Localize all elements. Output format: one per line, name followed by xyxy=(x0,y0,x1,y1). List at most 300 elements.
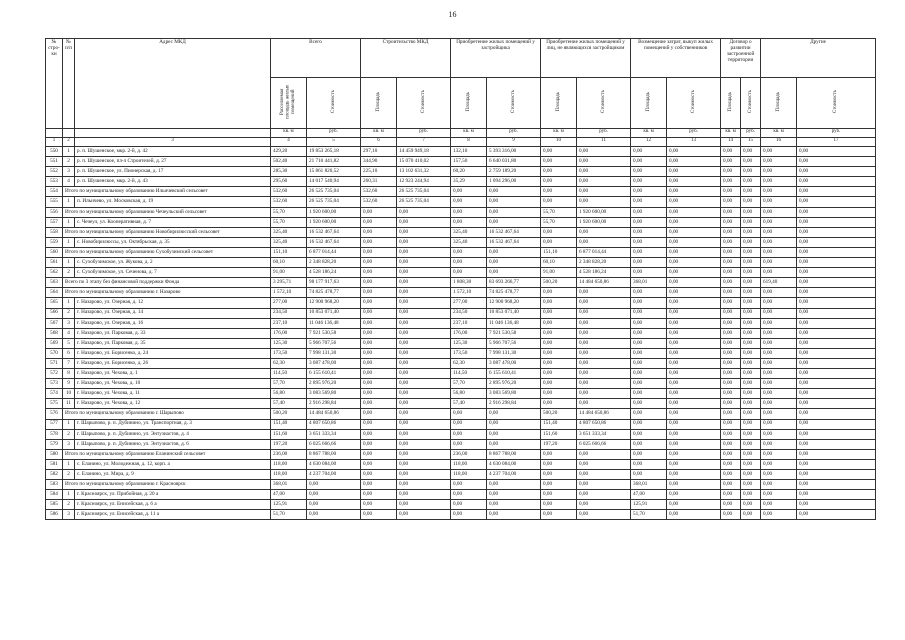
value-cell: 0,00 xyxy=(361,439,397,449)
value-cell: 0,00 xyxy=(721,268,741,278)
value-cell: 15 070 410,02 xyxy=(397,157,451,167)
value-cell: 0,00 xyxy=(667,480,721,490)
value-cell: 4 528 186,24 xyxy=(577,268,631,278)
value-cell: 3 651 333,34 xyxy=(577,429,631,439)
value-cell: 12 900 968,20 xyxy=(307,298,361,308)
value-cell: 0,00 xyxy=(397,268,451,278)
value-cell: 0,00 xyxy=(451,419,487,429)
value-cell: 0,00 xyxy=(721,207,741,217)
row-number: 582 xyxy=(46,470,63,480)
row-number: 583 xyxy=(46,480,63,490)
value-cell: 0,00 xyxy=(631,207,667,217)
value-cell: 0,00 xyxy=(451,439,487,449)
value-cell: 0,00 xyxy=(631,197,667,207)
row-number: 569 xyxy=(46,338,63,348)
value-cell: 0,00 xyxy=(631,379,667,389)
value-cell: 2 916 298,84 xyxy=(487,399,541,409)
value-cell: 0,00 xyxy=(741,247,761,257)
value-cell: 0,00 xyxy=(487,207,541,217)
value-cell: 0,00 xyxy=(631,358,667,368)
value-cell: 4 630 084,00 xyxy=(307,459,361,469)
value-cell: 0,00 xyxy=(397,237,451,247)
value-cell: 0,00 xyxy=(667,369,721,379)
value-cell: 14 484 650,86 xyxy=(577,278,631,288)
value-cell: 0,00 xyxy=(797,187,876,197)
table-row xyxy=(46,369,876,379)
value-cell: 151,60 xyxy=(271,429,307,439)
value-cell: 0,00 xyxy=(307,510,361,520)
value-cell: 0,00 xyxy=(577,389,631,399)
value-cell: 62,30 xyxy=(271,358,307,368)
value-cell: 0,00 xyxy=(631,247,667,257)
value-cell: 0,00 xyxy=(487,500,541,510)
value-cell: 0,00 xyxy=(631,348,667,358)
address-cell: г. Назарово, ул. Парковая, д. 33 xyxy=(75,328,271,338)
value-cell: 295,60 xyxy=(271,177,307,187)
value-cell: 0,00 xyxy=(797,338,876,348)
item-number: 2 xyxy=(63,470,75,480)
value-cell: 21 710 441,82 xyxy=(307,157,361,167)
value-cell: 0,00 xyxy=(741,207,761,217)
value-cell: 0,00 xyxy=(721,298,741,308)
value-cell: 0,00 xyxy=(797,409,876,419)
value-cell: 234,50 xyxy=(451,308,487,318)
table-row xyxy=(46,298,876,308)
value-cell: 0,00 xyxy=(577,348,631,358)
value-cell: 62,30 xyxy=(451,358,487,368)
value-cell: 55,70 xyxy=(541,217,577,227)
value-cell: 4 237 704,00 xyxy=(307,470,361,480)
row-number: 584 xyxy=(46,490,63,500)
value-cell: 237,10 xyxy=(451,318,487,328)
value-cell: 0,00 xyxy=(307,480,361,490)
item-number: 1 xyxy=(63,197,75,207)
row-number: 563 xyxy=(46,278,63,288)
column-number: 8 xyxy=(451,138,487,147)
value-cell: 0,00 xyxy=(741,338,761,348)
value-cell: 0,00 xyxy=(667,157,721,167)
value-cell: 157,50 xyxy=(451,157,487,167)
value-cell: 277,00 xyxy=(451,298,487,308)
value-cell: 0,00 xyxy=(761,459,797,469)
value-cell: 344,90 xyxy=(361,157,397,167)
value-cell: 0,00 xyxy=(577,197,631,207)
value-cell: 0,00 xyxy=(667,429,721,439)
value-cell: 26 525 735,04 xyxy=(397,197,451,207)
value-cell: 0,00 xyxy=(667,379,721,389)
value-cell: 60,10 xyxy=(541,258,577,268)
value-cell: 14 484 650,86 xyxy=(307,409,361,419)
value-cell: 3 087 478,00 xyxy=(487,358,541,368)
value-cell: 0,00 xyxy=(761,167,797,177)
item-number: 3 xyxy=(63,439,75,449)
row-number: 550 xyxy=(46,147,63,157)
value-cell: 12 923 244,94 xyxy=(397,177,451,187)
row-number: 560 xyxy=(46,247,63,257)
unit-label: кв. м xyxy=(721,129,741,138)
value-cell: 0,00 xyxy=(741,298,761,308)
row-number: 570 xyxy=(46,348,63,358)
value-cell: 74 825 478,77 xyxy=(307,288,361,298)
value-cell: 60,10 xyxy=(271,258,307,268)
value-cell: 0,00 xyxy=(631,409,667,419)
unit-label: руб. xyxy=(397,129,451,138)
table-row xyxy=(46,258,876,268)
value-cell: 0,00 xyxy=(721,147,741,157)
value-cell: 1 920 600,00 xyxy=(307,207,361,217)
value-cell: 0,00 xyxy=(487,439,541,449)
value-cell: 0,00 xyxy=(361,389,397,399)
value-cell: 35,29 xyxy=(451,177,487,187)
value-cell: 0,00 xyxy=(397,510,451,520)
value-cell: 0,00 xyxy=(667,247,721,257)
value-cell: 236,00 xyxy=(451,449,487,459)
value-cell: 0,00 xyxy=(761,480,797,490)
item-number: 1 xyxy=(63,237,75,247)
value-cell: 0,00 xyxy=(631,449,667,459)
value-cell: 132,10 xyxy=(451,147,487,157)
item-number: 2 xyxy=(63,500,75,510)
value-cell: 0,00 xyxy=(797,167,876,177)
value-cell: 197,20 xyxy=(271,439,307,449)
value-cell: 0,00 xyxy=(577,500,631,510)
unit-label: кв. м xyxy=(451,129,487,138)
value-cell: 0,00 xyxy=(797,278,876,288)
value-cell: 0,00 xyxy=(397,328,451,338)
value-cell: 0,00 xyxy=(577,510,631,520)
row-number: 554 xyxy=(46,187,63,197)
address-cell: г. Назарово, ул. Озерная, д. 12 xyxy=(75,298,271,308)
table-row xyxy=(46,348,876,358)
value-cell: 0,00 xyxy=(741,358,761,368)
value-cell: 0,00 xyxy=(721,338,741,348)
value-cell: 2 759 189,20 xyxy=(487,167,541,177)
value-cell: 2 348 828,20 xyxy=(577,258,631,268)
value-cell: 0,00 xyxy=(397,389,451,399)
value-cell: 0,00 xyxy=(361,318,397,328)
item-number: 1 xyxy=(63,147,75,157)
value-cell: 47,00 xyxy=(631,490,667,500)
value-cell: 0,00 xyxy=(797,358,876,368)
address-cell: г. Шарыпово, р. п. Дубинино, ул. Энтузиастов, д. 4 xyxy=(75,429,271,439)
row-number: 562 xyxy=(46,268,63,278)
value-cell: 0,00 xyxy=(761,389,797,399)
subheader-area: Площадь xyxy=(631,78,667,129)
value-cell: 0,00 xyxy=(631,328,667,338)
value-cell: 0,00 xyxy=(397,278,451,288)
value-cell: 0,00 xyxy=(361,338,397,348)
value-cell: 56,80 xyxy=(271,389,307,399)
value-cell: 0,00 xyxy=(451,217,487,227)
value-cell: 0,00 xyxy=(797,247,876,257)
value-cell: 0,00 xyxy=(741,197,761,207)
value-cell: 0,00 xyxy=(667,399,721,409)
table-row xyxy=(46,500,876,510)
value-cell: 0,00 xyxy=(397,217,451,227)
value-cell: 0,00 xyxy=(721,227,741,237)
value-cell: 0,00 xyxy=(577,187,631,197)
value-cell: 0,00 xyxy=(741,157,761,167)
value-cell: 2 895 976,20 xyxy=(307,379,361,389)
value-cell: 1 920 600,00 xyxy=(307,217,361,227)
value-cell: 325,40 xyxy=(451,237,487,247)
address-cell: п. Ильичево, ул. Московская, д. 19 xyxy=(75,197,271,207)
address-cell: р. п. Шушенское, мкр. 2-й, д. 43 xyxy=(75,177,271,187)
value-cell: 6 155 610,41 xyxy=(487,369,541,379)
row-number: 575 xyxy=(46,399,63,409)
value-cell: 6 877 014,44 xyxy=(577,247,631,257)
value-cell: 0,00 xyxy=(721,419,741,429)
value-cell: 176,00 xyxy=(271,328,307,338)
value-cell: 0,00 xyxy=(797,348,876,358)
value-cell: 0,00 xyxy=(361,247,397,257)
table-row xyxy=(46,328,876,338)
value-cell: 0,00 xyxy=(667,187,721,197)
value-cell: 0,00 xyxy=(541,470,577,480)
value-cell: 0,00 xyxy=(631,389,667,399)
subheader-resettled-area: Расселяемая площадь жилых помещений xyxy=(271,78,307,129)
value-cell: 1 572,10 xyxy=(451,288,487,298)
value-cell: 0,00 xyxy=(721,399,741,409)
item-number: 6 xyxy=(63,348,75,358)
value-cell: 0,00 xyxy=(487,409,541,419)
value-cell: 0,00 xyxy=(797,197,876,207)
value-cell: 0,00 xyxy=(397,409,451,419)
value-cell: 16 532 467,64 xyxy=(487,227,541,237)
value-cell: 325,40 xyxy=(451,227,487,237)
address-cell: г. Назарово, ул. Парковая, д. 35 xyxy=(75,338,271,348)
value-cell: 0,00 xyxy=(361,480,397,490)
item-number: 1 xyxy=(63,258,75,268)
subheader-cost: Стоимость xyxy=(797,78,876,129)
address-cell: с. Сухобузимское, ул. Жукова, д. 2 xyxy=(75,258,271,268)
value-cell: 0,00 xyxy=(361,500,397,510)
column-number: 12 xyxy=(631,138,667,147)
value-cell: 285,30 xyxy=(271,167,307,177)
value-cell: 0,00 xyxy=(761,157,797,167)
value-cell: 0,00 xyxy=(577,480,631,490)
value-cell: 57,40 xyxy=(451,399,487,409)
value-cell: 173,50 xyxy=(451,348,487,358)
value-cell: 0,00 xyxy=(397,449,451,459)
table-row xyxy=(46,217,876,227)
value-cell: 3 083 569,80 xyxy=(487,389,541,399)
value-cell: 0,00 xyxy=(631,298,667,308)
value-cell: 0,00 xyxy=(541,167,577,177)
item-number: 9 xyxy=(63,379,75,389)
value-cell: 0,00 xyxy=(741,389,761,399)
value-cell: 125,30 xyxy=(451,338,487,348)
row-number: 553 xyxy=(46,177,63,187)
unit-label: кв. м xyxy=(361,129,397,138)
value-cell: 0,00 xyxy=(667,409,721,419)
value-cell: 10 853 071,40 xyxy=(307,308,361,318)
value-cell: 0,00 xyxy=(721,187,741,197)
value-cell: 151,40 xyxy=(271,419,307,429)
value-cell: 0,00 xyxy=(721,177,741,187)
value-cell: 6 155 610,41 xyxy=(307,369,361,379)
value-cell: 0,00 xyxy=(721,409,741,419)
value-cell: 0,00 xyxy=(797,308,876,318)
value-cell: 0,00 xyxy=(361,278,397,288)
column-number: 7 xyxy=(397,138,451,147)
item-number: 10 xyxy=(63,389,75,399)
row-number: 559 xyxy=(46,237,63,247)
item-number: 4 xyxy=(63,177,75,187)
subheader-cost: Стоимость xyxy=(397,78,451,129)
value-cell: 0,00 xyxy=(797,217,876,227)
value-cell: 0,00 xyxy=(721,369,741,379)
value-cell: 0,00 xyxy=(451,197,487,207)
column-number: 17 xyxy=(797,138,876,147)
value-cell: 14 484 650,86 xyxy=(577,409,631,419)
value-cell: 26 525 735,04 xyxy=(307,187,361,197)
address-cell: г. Шарыпово, р. п. Дубинино, ул. Энтузиастов, д. 6 xyxy=(75,439,271,449)
value-cell: 0,00 xyxy=(797,258,876,268)
value-cell: 0,00 xyxy=(541,338,577,348)
value-cell: 118,00 xyxy=(271,470,307,480)
value-cell: 260,31 xyxy=(361,177,397,187)
value-cell: 0,00 xyxy=(361,419,397,429)
table-row xyxy=(46,429,876,439)
value-cell: 0,00 xyxy=(541,187,577,197)
value-cell: 0,00 xyxy=(761,227,797,237)
subheader-area: Площадь xyxy=(541,78,577,129)
value-cell: 0,00 xyxy=(577,358,631,368)
value-cell: 0,00 xyxy=(397,429,451,439)
value-cell: 0,00 xyxy=(761,217,797,227)
row-number: 571 xyxy=(46,358,63,368)
item-number: 5 xyxy=(63,338,75,348)
value-cell: 0,00 xyxy=(761,439,797,449)
value-cell: 0,00 xyxy=(761,328,797,338)
value-cell: 0,00 xyxy=(451,510,487,520)
value-cell: 0,00 xyxy=(631,167,667,177)
value-cell: 55,70 xyxy=(271,207,307,217)
value-cell: 237,10 xyxy=(271,318,307,328)
value-cell: 176,00 xyxy=(451,328,487,338)
value-cell: 151,60 xyxy=(541,429,577,439)
value-cell: 0,00 xyxy=(361,217,397,227)
value-cell: 0,00 xyxy=(741,187,761,197)
value-cell: 0,00 xyxy=(577,318,631,328)
table-row xyxy=(46,419,876,429)
value-cell: 7 998 131,30 xyxy=(487,348,541,358)
address-cell: г. Красноярск, ул. Енисейская, д. 6 а xyxy=(75,500,271,510)
table-row xyxy=(46,379,876,389)
subtotal-label: Итого по муниципальному образованию Сухобузимский сельсовет xyxy=(63,247,271,257)
value-cell: 0,00 xyxy=(397,358,451,368)
value-cell: 55,70 xyxy=(541,207,577,217)
value-cell: 0,00 xyxy=(487,480,541,490)
value-cell: 0,00 xyxy=(667,258,721,268)
value-cell: 0,00 xyxy=(397,369,451,379)
item-number: 1 xyxy=(63,217,75,227)
value-cell: 26 525 735,04 xyxy=(397,187,451,197)
value-cell: 236,00 xyxy=(271,449,307,459)
value-cell: 0,00 xyxy=(361,288,397,298)
value-cell: 1 920 600,00 xyxy=(577,207,631,217)
value-cell: 0,00 xyxy=(631,338,667,348)
value-cell: 0,00 xyxy=(761,268,797,278)
value-cell: 0,00 xyxy=(667,490,721,500)
value-cell: 0,00 xyxy=(631,237,667,247)
value-cell: 16 532 467,64 xyxy=(307,237,361,247)
row-number: 586 xyxy=(46,510,63,520)
value-cell: 0,00 xyxy=(577,369,631,379)
item-number: 8 xyxy=(63,369,75,379)
value-cell: 0,00 xyxy=(397,490,451,500)
value-cell: 0,00 xyxy=(631,157,667,167)
value-cell: 0,00 xyxy=(541,288,577,298)
row-number: 565 xyxy=(46,298,63,308)
value-cell: 0,00 xyxy=(541,308,577,318)
table-row xyxy=(46,459,876,469)
value-cell: 532,60 xyxy=(271,187,307,197)
value-cell: 0,00 xyxy=(361,358,397,368)
subtotal-row xyxy=(46,480,876,490)
value-cell: 0,00 xyxy=(667,348,721,358)
value-cell: 0,00 xyxy=(577,399,631,409)
row-number: 577 xyxy=(46,419,63,429)
value-cell: 16 532 467,64 xyxy=(307,227,361,237)
column-number: 13 xyxy=(667,138,721,147)
item-number: 3 xyxy=(63,510,75,520)
value-cell: 173,50 xyxy=(271,348,307,358)
row-number: 558 xyxy=(46,227,63,237)
subtotal-row xyxy=(46,449,876,459)
subheader-cost: Стоимость xyxy=(577,78,631,129)
table-row xyxy=(46,237,876,247)
table-row xyxy=(46,268,876,278)
value-cell: 0,00 xyxy=(761,379,797,389)
value-cell: 0,00 xyxy=(667,439,721,449)
value-cell: 6 877 014,44 xyxy=(307,247,361,257)
item-number: 2 xyxy=(63,268,75,278)
value-cell: 6 025 666,66 xyxy=(577,439,631,449)
value-cell: 8 867 788,00 xyxy=(307,449,361,459)
value-cell: 0,00 xyxy=(631,429,667,439)
value-cell: 0,00 xyxy=(667,338,721,348)
value-cell: 0,00 xyxy=(721,247,741,257)
value-cell: 500,20 xyxy=(541,409,577,419)
value-cell: 16 532 467,64 xyxy=(487,237,541,247)
value-cell: 10 853 071,40 xyxy=(487,308,541,318)
item-number: 2 xyxy=(63,429,75,439)
address-cell: г. Назарово, ул. Борисенко, д. 26 xyxy=(75,358,271,368)
value-cell: 0,00 xyxy=(797,480,876,490)
subtotal-label: Итого по муниципальному образованию г. Назарово xyxy=(63,288,271,298)
value-cell: 0,00 xyxy=(797,449,876,459)
value-cell: 0,00 xyxy=(631,369,667,379)
value-cell: 118,00 xyxy=(451,459,487,469)
value-cell: 0,00 xyxy=(631,419,667,429)
value-cell: 0,00 xyxy=(397,308,451,318)
value-cell: 0,00 xyxy=(797,157,876,167)
value-cell: 0,00 xyxy=(797,298,876,308)
value-cell: 0,00 xyxy=(577,167,631,177)
address-cell: г. Шарыпово, р. п. Дубинино, ул. Транспортная, д. 3 xyxy=(75,419,271,429)
value-cell: 0,00 xyxy=(451,207,487,217)
subheader-cost: Стоимость xyxy=(667,78,721,129)
value-cell: 15 861 820,52 xyxy=(307,167,361,177)
unit-label: руб. xyxy=(797,129,876,138)
value-cell: 0,00 xyxy=(761,429,797,439)
row-number: 551 xyxy=(46,157,63,167)
address-cell: р. п. Шушенское, ул. Пионерская, д. 17 xyxy=(75,167,271,177)
value-cell: 0,00 xyxy=(741,318,761,328)
row-number: 581 xyxy=(46,459,63,469)
